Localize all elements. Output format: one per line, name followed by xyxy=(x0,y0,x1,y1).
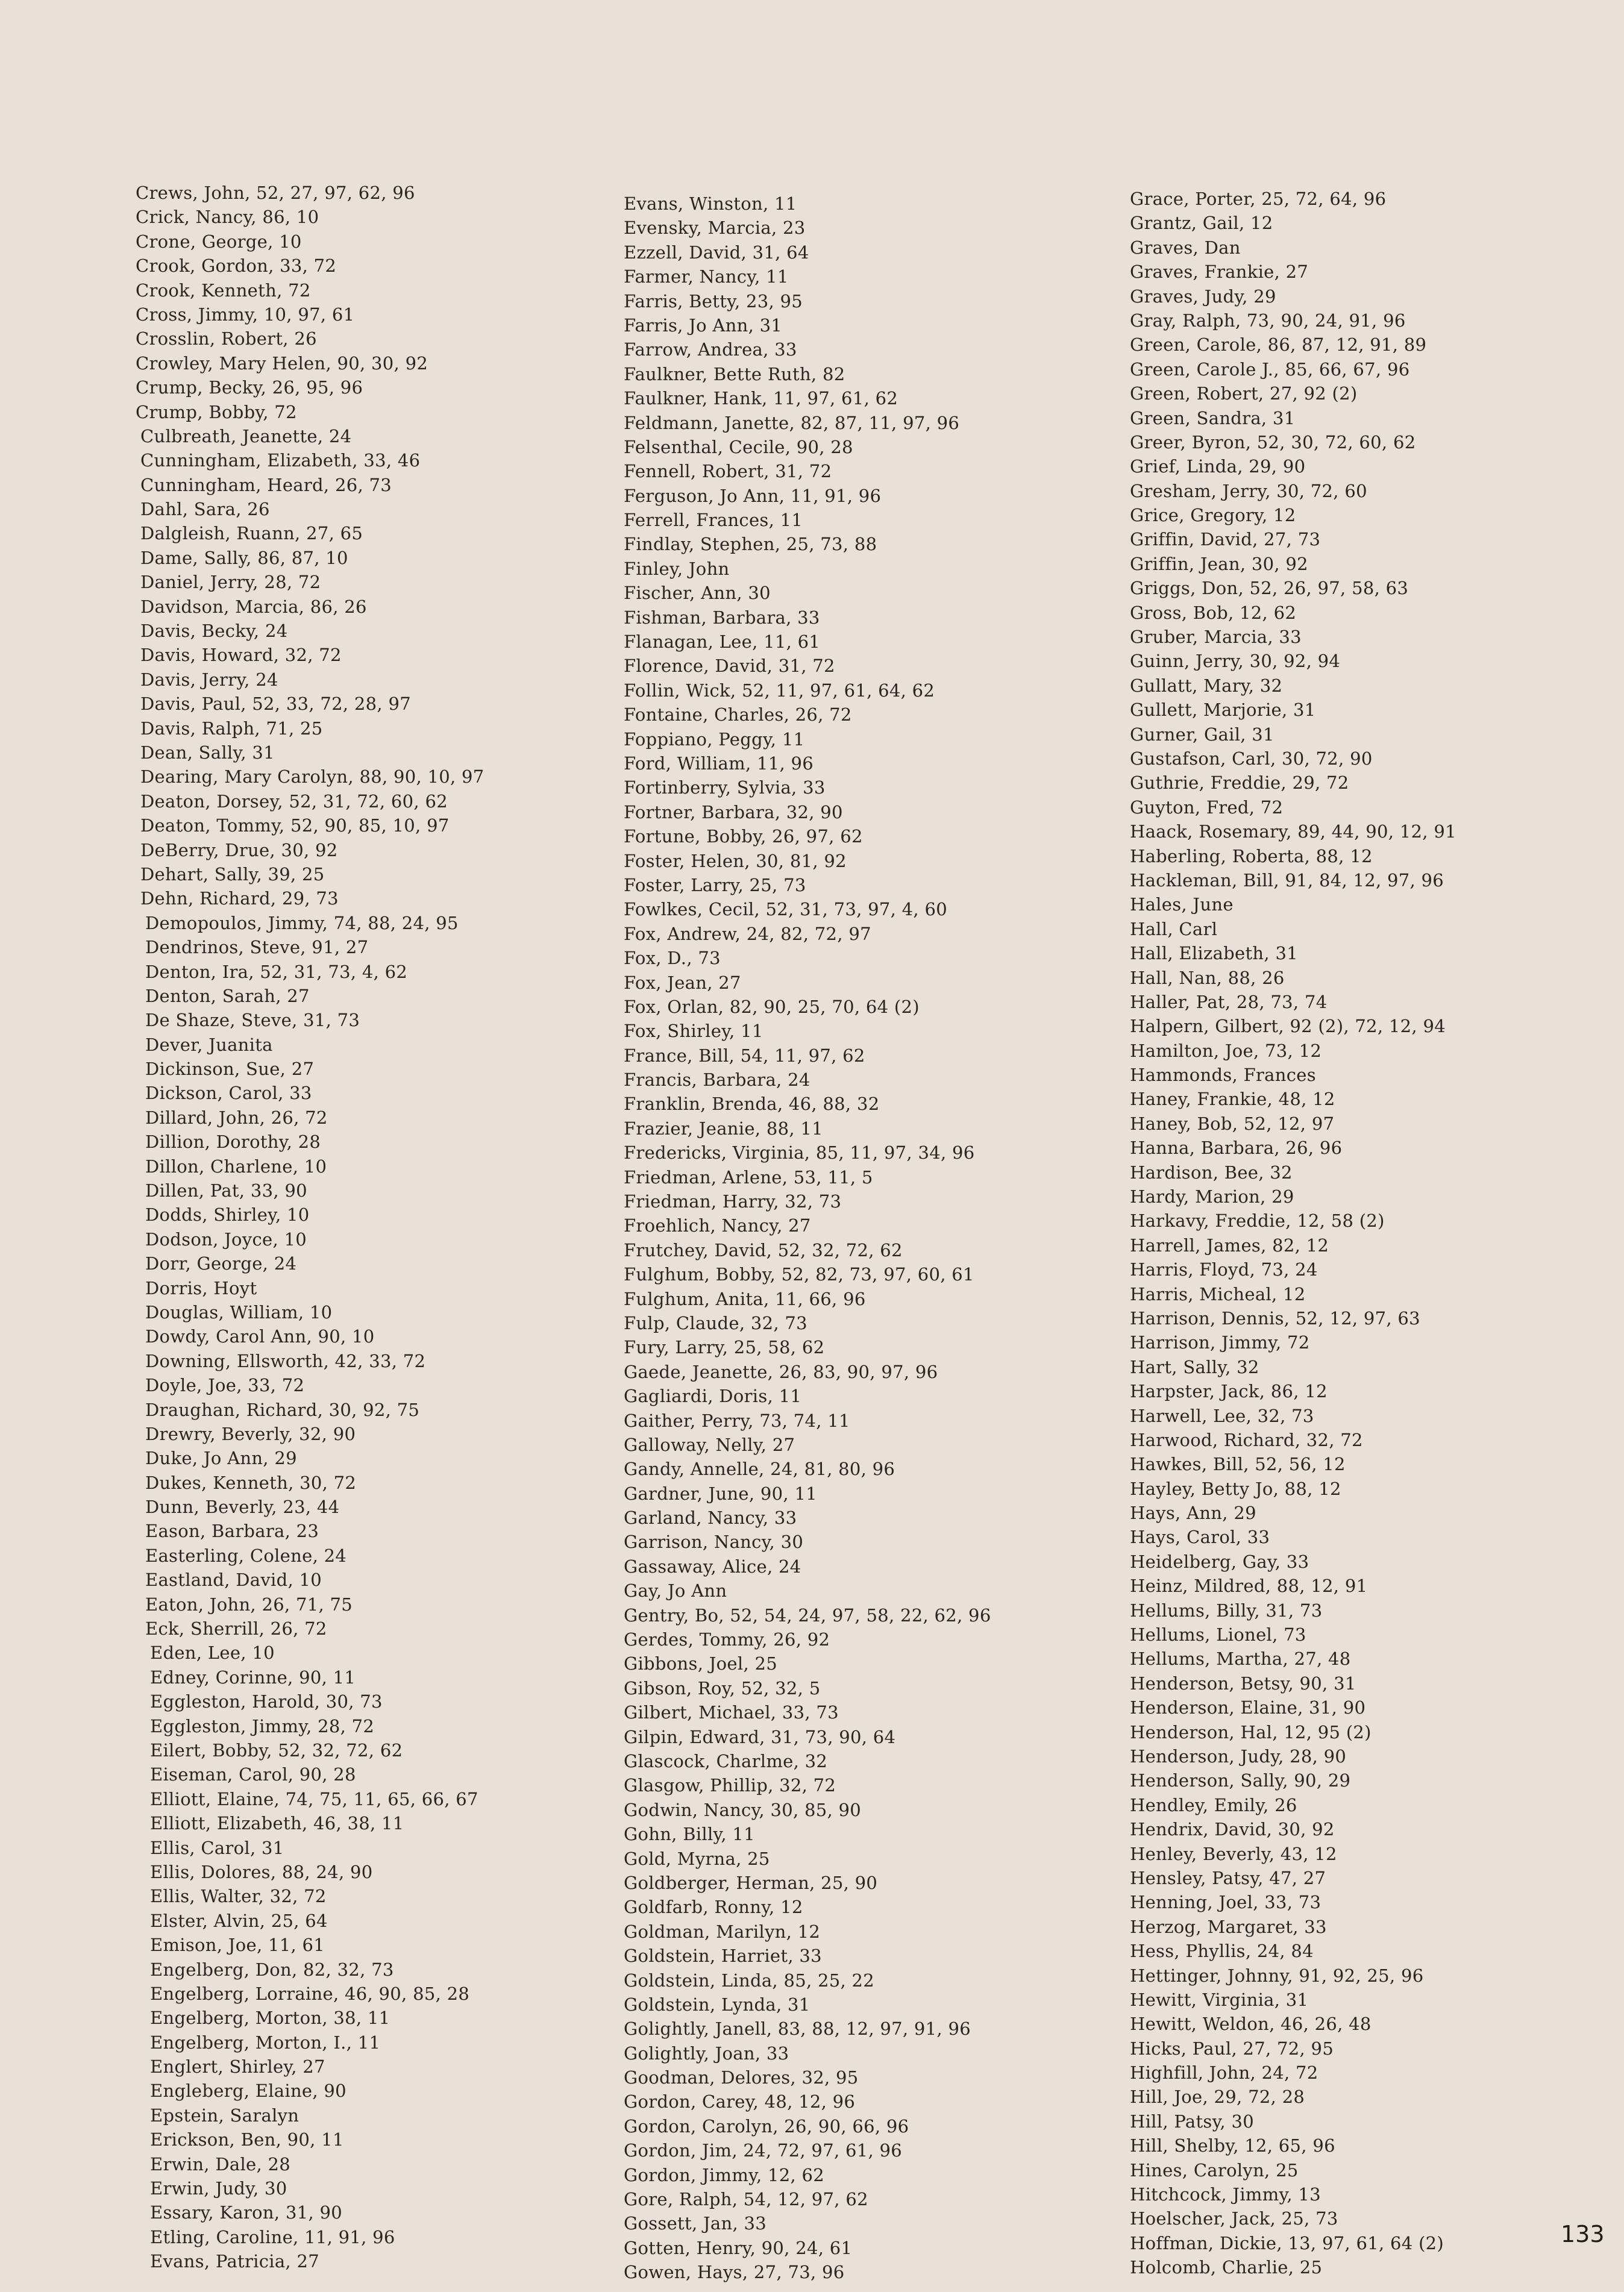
index-entry: Hart, Sally, 32 xyxy=(1130,1356,1259,1377)
index-entry: Davis, Howard, 32, 72 xyxy=(140,645,342,666)
index-entry: Dickson, Carol, 33 xyxy=(145,1083,312,1104)
index-entry: Fowlkes, Cecil, 52, 31, 73, 97, 4, 60 xyxy=(624,899,947,920)
index-entry: Dehart, Sally, 39, 25 xyxy=(140,863,325,885)
index-entry: Hendley, Emily, 26 xyxy=(1130,1794,1297,1815)
index-entry: Hendrix, David, 30, 92 xyxy=(1130,1819,1335,1840)
index-entry: Henley, Beverly, 43, 12 xyxy=(1130,1843,1337,1864)
index-entry: Gassaway, Alice, 24 xyxy=(624,1556,801,1577)
index-entry: Harris, Floyd, 73, 24 xyxy=(1130,1259,1318,1280)
index-entry: Englert, Shirley, 27 xyxy=(150,2056,325,2078)
index-entry: Eilert, Bobby, 52, 32, 72, 62 xyxy=(150,1740,403,1761)
index-entry: Graves, Judy, 29 xyxy=(1130,286,1276,307)
index-entry: Gross, Bob, 12, 62 xyxy=(1130,602,1297,623)
index-entry: Gagliardi, Doris, 11 xyxy=(624,1386,802,1407)
index-entry: Hellums, Martha, 27, 48 xyxy=(1130,1649,1351,1670)
index-entry: Herzog, Margaret, 33 xyxy=(1130,1916,1327,1937)
index-entry: Feldmann, Janette, 82, 87, 11, 97, 96 xyxy=(624,412,960,433)
index-column-2 xyxy=(624,192,991,2285)
index-entry: Gullett, Marjorie, 31 xyxy=(1130,700,1316,721)
index-entry: Griffin, David, 27, 73 xyxy=(1130,529,1321,550)
index-entry: Gowen, Hays, 27, 73, 96 xyxy=(624,2262,845,2283)
index-entry: Henderson, Elaine, 31, 90 xyxy=(1130,1697,1366,1718)
index-entry: Fox, Andrew, 24, 82, 72, 97 xyxy=(624,923,871,944)
index-entry: Goodman, Delores, 32, 95 xyxy=(624,2067,859,2088)
index-entry: Green, Sandra, 31 xyxy=(1130,407,1296,428)
index-entry: Gandy, Annelle, 24, 81, 80, 96 xyxy=(624,1459,895,1480)
index-entry: Fredericks, Virginia, 85, 11, 97, 34, 96 xyxy=(624,1142,975,1163)
index-entry: Golightly, Janell, 83, 88, 12, 97, 91, 96 xyxy=(624,2018,971,2040)
index-entry: Findlay, Stephen, 25, 73, 88 xyxy=(624,534,877,555)
index-entry: Fox, Shirley, 11 xyxy=(624,1021,763,1042)
index-entry: Duke, Jo Ann, 29 xyxy=(145,1448,297,1469)
index-entry: Hamilton, Joe, 73, 12 xyxy=(1130,1040,1322,1061)
index-entry: Harwood, Richard, 32, 72 xyxy=(1130,1429,1363,1450)
index-entry: Gerdes, Tommy, 26, 92 xyxy=(624,1629,830,1650)
index-entry: Haller, Pat, 28, 73, 74 xyxy=(1130,991,1328,1012)
index-entry: Dodson, Joyce, 10 xyxy=(145,1229,307,1250)
index-entry: Hoelscher, Jack, 25, 73 xyxy=(1130,2208,1338,2229)
index-entry: Farrow, Andrea, 33 xyxy=(624,339,797,360)
index-entry: Faulkner, Bette Ruth, 82 xyxy=(624,363,845,384)
index-entry: Davis, Paul, 52, 33, 72, 28, 97 xyxy=(140,694,411,715)
index-entry: Dunn, Beverly, 23, 44 xyxy=(145,1497,340,1518)
index-entry: Goldman, Marilyn, 12 xyxy=(624,1921,821,1942)
index-entry: Hanna, Barbara, 26, 96 xyxy=(1130,1138,1343,1159)
index-entry: Davis, Jerry, 24 xyxy=(140,669,278,690)
index-entry: Erwin, Judy, 30 xyxy=(150,2178,287,2199)
index-entry: Ford, William, 11, 96 xyxy=(624,753,814,774)
index-entry: Gordon, Jim, 24, 72, 97, 61, 96 xyxy=(624,2140,903,2161)
index-entry: Hettinger, Johnny, 91, 92, 25, 96 xyxy=(1130,1965,1424,1986)
index-entry: Garrison, Nancy, 30 xyxy=(624,1532,804,1553)
index-entry: Dowdy, Carol Ann, 90, 10 xyxy=(145,1326,375,1347)
index-entry: Henning, Joel, 33, 73 xyxy=(1130,1892,1321,1913)
index-entry: Emison, Joe, 11, 61 xyxy=(150,1935,325,1956)
index-entry: Friedman, Harry, 32, 73 xyxy=(624,1191,842,1212)
index-entry: Essary, Karon, 31, 90 xyxy=(150,2202,342,2223)
index-entry: Dean, Sally, 31 xyxy=(140,742,275,763)
index-entry: Frutchey, David, 52, 32, 72, 62 xyxy=(624,1239,903,1260)
index-entry: Daniel, Jerry, 28, 72 xyxy=(140,572,321,593)
index-entry: Goldfarb, Ronny, 12 xyxy=(624,1897,803,1918)
index-column-3 xyxy=(1130,187,1456,2280)
index-entry: Gordon, Carey, 48, 12, 96 xyxy=(624,2091,856,2112)
index-entry: Ellis, Dolores, 88, 24, 90 xyxy=(150,1861,373,1882)
index-entry: Hill, Joe, 29, 72, 28 xyxy=(1130,2087,1305,2108)
index-entry: Hales, June xyxy=(1130,894,1234,915)
index-entry: Culbreath, Jeanette, 24 xyxy=(140,425,352,446)
index-entry: Haney, Frankie, 48, 12 xyxy=(1130,1089,1335,1110)
index-entry: Foster, Larry, 25, 73 xyxy=(624,874,806,895)
index-entry: Dillard, John, 26, 72 xyxy=(145,1107,328,1128)
index-entry: Hardison, Bee, 32 xyxy=(1130,1162,1293,1183)
index-entry: Dehn, Richard, 29, 73 xyxy=(140,888,339,909)
index-entry: Gray, Ralph, 73, 90, 24, 91, 96 xyxy=(1130,310,1406,331)
index-entry: Doyle, Joe, 33, 72 xyxy=(145,1375,305,1396)
index-entry: Fulghum, Bobby, 52, 82, 73, 97, 60, 61 xyxy=(624,1264,974,1285)
index-entry: Eaton, John, 26, 71, 75 xyxy=(145,1594,353,1615)
index-entry: Crump, Becky, 26, 95, 96 xyxy=(136,377,363,398)
index-entry: Henderson, Judy, 28, 90 xyxy=(1130,1746,1347,1767)
index-entry: Gossett, Jan, 33 xyxy=(624,2213,767,2234)
index-entry: Gilbert, Michael, 33, 73 xyxy=(624,1702,839,1723)
index-entry: Cross, Jimmy, 10, 97, 61 xyxy=(136,304,355,325)
index-entry: Crump, Bobby, 72 xyxy=(136,401,297,422)
index-entry: Gentry, Bo, 52, 54, 24, 97, 58, 22, 62, 96 xyxy=(624,1605,991,1626)
index-entry: Gustafson, Carl, 30, 72, 90 xyxy=(1130,748,1373,769)
index-entry: Drewry, Beverly, 32, 90 xyxy=(145,1423,356,1444)
index-entry: Erwin, Dale, 28 xyxy=(150,2153,291,2175)
index-entry: Gohn, Billy, 11 xyxy=(624,1824,755,1845)
index-entry: Gaither, Perry, 73, 74, 11 xyxy=(624,1410,850,1431)
index-entry: Farris, Betty, 23, 95 xyxy=(624,290,803,312)
index-entry: Harris, Micheal, 12 xyxy=(1130,1283,1306,1304)
index-entry: Elliott, Elaine, 74, 75, 11, 65, 66, 67 xyxy=(150,1788,478,1809)
index-entry: Dillen, Pat, 33, 90 xyxy=(145,1180,307,1201)
index-entry: Engelberg, Morton, 38, 11 xyxy=(150,2008,390,2029)
index-entry: Grantz, Gail, 12 xyxy=(1130,213,1273,234)
index-entry: Hewitt, Weldon, 46, 26, 48 xyxy=(1130,2014,1372,2035)
index-entry: Fishman, Barbara, 33 xyxy=(624,607,820,628)
index-entry: Hess, Phyllis, 24, 84 xyxy=(1130,1941,1314,1962)
index-entry: Harkavy, Freddie, 12, 58 (2) xyxy=(1130,1210,1385,1232)
index-entry: Hays, Carol, 33 xyxy=(1130,1527,1270,1548)
index-entry: Hewitt, Virginia, 31 xyxy=(1130,1989,1309,2010)
index-entry: Hayley, Betty Jo, 88, 12 xyxy=(1130,1478,1341,1499)
index-entry: Fury, Larry, 25, 58, 62 xyxy=(624,1337,825,1358)
index-entry: Hall, Elizabeth, 31 xyxy=(1130,943,1298,964)
index-entry: Harrison, Dennis, 52, 12, 97, 63 xyxy=(1130,1307,1420,1329)
index-entry: Easterling, Colene, 24 xyxy=(145,1545,347,1566)
index-entry: Griffin, Jean, 30, 92 xyxy=(1130,553,1308,574)
index-entry: Davis, Becky, 24 xyxy=(140,621,288,642)
index-entry: Gaede, Jeanette, 26, 83, 90, 97, 96 xyxy=(624,1361,938,1382)
page-number: 133 xyxy=(1561,2221,1605,2247)
index-entry: Evans, Winston, 11 xyxy=(624,193,797,214)
index-entry: Gibson, Roy, 52, 32, 5 xyxy=(624,1677,821,1699)
index-entry: Glasgow, Phillip, 32, 72 xyxy=(624,1775,836,1796)
index-entry: Fortner, Barbara, 32, 90 xyxy=(624,801,843,822)
index-entry: Faulkner, Hank, 11, 97, 61, 62 xyxy=(624,388,898,409)
index-entry: Florence, David, 31, 72 xyxy=(624,656,835,677)
index-entry: Haack, Rosemary, 89, 44, 90, 12, 91 xyxy=(1130,821,1456,842)
index-entry: Elliott, Elizabeth, 46, 38, 11 xyxy=(150,1813,404,1834)
index-entry: Dendrinos, Steve, 91, 27 xyxy=(145,937,369,958)
index-entry: Eiseman, Carol, 90, 28 xyxy=(150,1764,356,1785)
index-entry: Ellis, Carol, 31 xyxy=(150,1837,284,1858)
index-entry: Erickson, Ben, 90, 11 xyxy=(150,2129,344,2150)
index-entry: Fennell, Robert, 31, 72 xyxy=(624,461,832,482)
index-entry: Fulp, Claude, 32, 73 xyxy=(624,1312,807,1333)
index-entry: Harpster, Jack, 86, 12 xyxy=(1130,1381,1328,1402)
index-entry: Eggleston, Harold, 30, 73 xyxy=(150,1691,383,1712)
index-entry: Deaton, Dorsey, 52, 31, 72, 60, 62 xyxy=(140,791,448,812)
index-entry: Crook, Gordon, 33, 72 xyxy=(136,255,337,277)
index-entry: Grice, Gregory, 12 xyxy=(1130,505,1296,526)
index-entry: Eden, Lee, 10 xyxy=(150,1642,275,1664)
index-entry: Dalgleish, Ruann, 27, 65 xyxy=(140,523,363,544)
index-entry: Farmer, Nancy, 11 xyxy=(624,266,789,287)
index-entry: Eastland, David, 10 xyxy=(145,1570,322,1591)
index-entry: Hardy, Marion, 29 xyxy=(1130,1186,1294,1207)
index-entry: Downing, Ellsworth, 42, 33, 72 xyxy=(145,1350,426,1371)
index-entry: Epstein, Saralyn xyxy=(150,2105,299,2126)
index-entry: Demopoulos, Jimmy, 74, 88, 24, 95 xyxy=(145,912,459,933)
index-entry: Gold, Myrna, 25 xyxy=(624,1848,770,1869)
index-entry: Graves, Dan xyxy=(1130,237,1241,258)
index-entry: Gotten, Henry, 90, 24, 61 xyxy=(624,2237,853,2258)
index-entry: Etling, Caroline, 11, 91, 96 xyxy=(150,2226,395,2247)
index-entry: Evans, Patricia, 27 xyxy=(150,2251,319,2272)
index-entry: Henderson, Hal, 12, 95 (2) xyxy=(1130,1721,1372,1742)
index-entry: Green, Carole, 86, 87, 12, 91, 89 xyxy=(1130,334,1427,355)
index-entry: France, Bill, 54, 11, 97, 62 xyxy=(624,1045,865,1066)
index-entry: Crosslin, Robert, 26 xyxy=(136,328,317,349)
index-entry: Garland, Nancy, 33 xyxy=(624,1508,797,1529)
index-entry: Gordon, Carolyn, 26, 90, 66, 96 xyxy=(624,2115,909,2137)
index-entry: Hines, Carolyn, 25 xyxy=(1130,2159,1299,2181)
index-entry: Frazier, Jeanie, 88, 11 xyxy=(624,1118,823,1139)
index-entry: Draughan, Richard, 30, 92, 75 xyxy=(145,1399,420,1420)
index-entry: Godwin, Nancy, 30, 85, 90 xyxy=(624,1799,862,1820)
index-entry: Evensky, Marcia, 23 xyxy=(624,218,806,239)
index-entry: Guyton, Fred, 72 xyxy=(1130,797,1284,818)
index-entry: Davis, Ralph, 71, 25 xyxy=(140,718,323,739)
index-entry: Davidson, Marcia, 86, 26 xyxy=(140,596,367,617)
index-entry: Goldstein, Harriet, 33 xyxy=(624,1946,822,1967)
index-entry: Eason, Barbara, 23 xyxy=(145,1521,319,1542)
index-entry: Hellums, Lionel, 73 xyxy=(1130,1624,1306,1645)
index-entry: Harwell, Lee, 32, 73 xyxy=(1130,1405,1314,1426)
index-entry: Galloway, Nelly, 27 xyxy=(624,1434,795,1455)
index-entry: Dame, Sally, 86, 87, 10 xyxy=(140,547,348,568)
index-entry: Engleberg, Elaine, 90 xyxy=(150,2081,346,2102)
index-entry: Gay, Jo Ann xyxy=(624,1580,727,1602)
index-entry: Eggleston, Jimmy, 28, 72 xyxy=(150,1715,375,1736)
index-entry: Hackleman, Bill, 91, 84, 12, 97, 96 xyxy=(1130,869,1444,891)
index-entry: Harrison, Jimmy, 72 xyxy=(1130,1332,1310,1353)
index-entry: Dearing, Mary Carolyn, 88, 90, 10, 97 xyxy=(140,766,484,787)
index-entry: De Shaze, Steve, 31, 73 xyxy=(145,1010,360,1031)
index-entry: Hoffman, Dickie, 13, 97, 61, 64 (2) xyxy=(1130,2232,1444,2253)
index-entry: Fulghum, Anita, 11, 66, 96 xyxy=(624,1288,866,1309)
index-entry: Gilpin, Edward, 31, 73, 90, 64 xyxy=(624,1726,896,1747)
index-entry: Hall, Nan, 88, 26 xyxy=(1130,967,1285,988)
index-entry: Eck, Sherrill, 26, 72 xyxy=(145,1618,327,1639)
index-entry: Farris, Jo Ann, 31 xyxy=(624,315,783,336)
index-entry: Ezzell, David, 31, 64 xyxy=(624,242,809,263)
index-entry: Foppiano, Peggy, 11 xyxy=(624,728,805,750)
index-entry: Hill, Patsy, 30 xyxy=(1130,2111,1254,2132)
index-entry: Henderson, Sally, 90, 29 xyxy=(1130,1770,1351,1791)
index-entry: Flanagan, Lee, 11, 61 xyxy=(624,631,821,653)
index-entry: Heinz, Mildred, 88, 12, 91 xyxy=(1130,1576,1368,1597)
index-entry: Hitchcock, Jimmy, 13 xyxy=(1130,2184,1321,2205)
index-entry: Crews, John, 52, 27, 97, 62, 96 xyxy=(136,183,415,203)
index-entry: Hill, Shelby, 12, 65, 96 xyxy=(1130,2135,1335,2156)
index-entry: Glascock, Charlme, 32 xyxy=(624,1751,828,1771)
index-entry: Harrell, James, 82, 12 xyxy=(1130,1235,1329,1256)
index-entry: Grace, Porter, 25, 72, 64, 96 xyxy=(1130,189,1387,209)
index-entry: Holcomb, Charlie, 25 xyxy=(1130,2257,1323,2278)
index-entry: Gullatt, Mary, 32 xyxy=(1130,675,1283,696)
index-entry: Ellis, Walter, 32, 72 xyxy=(150,1886,327,1907)
index-entry: Crick, Nancy, 86, 10 xyxy=(136,207,319,228)
index-entry: Gruber, Marcia, 33 xyxy=(1130,627,1302,648)
index-entry: Gresham, Jerry, 30, 72, 60 xyxy=(1130,480,1367,501)
index-entry: Dickinson, Sue, 27 xyxy=(145,1059,315,1080)
index-entry: Edney, Corinne, 90, 11 xyxy=(150,1667,356,1688)
index-entry: DeBerry, Drue, 30, 92 xyxy=(140,839,338,860)
index-entry: Cunningham, Heard, 26, 73 xyxy=(140,474,392,495)
index-entry: Gore, Ralph, 54, 12, 97, 62 xyxy=(624,2189,868,2210)
index-entry: Fox, Jean, 27 xyxy=(624,972,741,993)
index-entry: Follin, Wick, 52, 11, 97, 61, 64, 62 xyxy=(624,680,935,701)
index-entry: Grief, Linda, 29, 90 xyxy=(1130,456,1306,477)
index-entry: Goldstein, Linda, 85, 25, 22 xyxy=(624,1970,875,1991)
index-entry: Goldstein, Lynda, 31 xyxy=(624,1994,810,2015)
index-entry: Halpern, Gilbert, 92 (2), 72, 12, 94 xyxy=(1130,1016,1446,1037)
index-entry: Francis, Barbara, 24 xyxy=(624,1069,810,1091)
index-entry: Heidelberg, Gay, 33 xyxy=(1130,1551,1309,1572)
index-entry: Friedman, Arlene, 53, 11, 5 xyxy=(624,1166,873,1188)
index-entry: Franklin, Brenda, 46, 88, 32 xyxy=(624,1094,880,1115)
index-entry: Fortune, Bobby, 26, 97, 62 xyxy=(624,826,863,847)
index-entry: Hensley, Patsy, 47, 27 xyxy=(1130,1867,1326,1888)
index-entry: Denton, Sarah, 27 xyxy=(145,985,310,1006)
index-entry: Dever, Juanita xyxy=(145,1034,273,1055)
index-entry: Ferguson, Jo Ann, 11, 91, 96 xyxy=(624,485,882,506)
index-entry: Gardner, June, 90, 11 xyxy=(624,1483,817,1504)
index-entry: Haberling, Roberta, 88, 12 xyxy=(1130,845,1373,866)
index-entry: Greer, Byron, 52, 30, 72, 60, 62 xyxy=(1130,431,1416,452)
index-entry: Hicks, Paul, 27, 72, 95 xyxy=(1130,2038,1334,2059)
index-entry: Douglas, William, 10 xyxy=(145,1301,333,1323)
index-entry: Engelberg, Lorraine, 46, 90, 85, 28 xyxy=(150,1983,470,2004)
index-entry: Gurner, Gail, 31 xyxy=(1130,724,1274,745)
index-entry: Dorris, Hoyt xyxy=(145,1277,257,1298)
index-entry: Deaton, Tommy, 52, 90, 85, 10, 97 xyxy=(140,815,450,836)
index-entry: Dillon, Charlene, 10 xyxy=(145,1156,327,1177)
index-entry: Foster, Helen, 30, 81, 92 xyxy=(624,850,847,871)
index-entry: Engelberg, Don, 82, 32, 73 xyxy=(150,1959,394,1980)
index-entry: Froehlich, Nancy, 27 xyxy=(624,1215,811,1236)
index-entry: Hellums, Billy, 31, 73 xyxy=(1130,1600,1323,1621)
index-entry: Henderson, Betsy, 90, 31 xyxy=(1130,1673,1356,1694)
index-entry: Elster, Alvin, 25, 64 xyxy=(150,1910,328,1931)
index-entry: Dahl, Sara, 26 xyxy=(140,499,270,520)
index-column-1 xyxy=(136,181,484,2274)
index-entry: Griggs, Don, 52, 26, 97, 58, 63 xyxy=(1130,578,1409,599)
index-entry: Hammonds, Frances xyxy=(1130,1065,1316,1086)
index-entry: Guthrie, Freddie, 29, 72 xyxy=(1130,772,1349,794)
index-entry: Guinn, Jerry, 30, 92, 94 xyxy=(1130,651,1341,672)
index-entry: Dodds, Shirley, 10 xyxy=(145,1204,310,1226)
index-entry: Hays, Ann, 29 xyxy=(1130,1503,1256,1524)
index-entry: Denton, Ira, 52, 31, 73, 4, 62 xyxy=(145,961,408,982)
index-entry: Engelberg, Morton, I., 11 xyxy=(150,2032,381,2053)
index-entry: Dillion, Dorothy, 28 xyxy=(145,1132,321,1153)
index-entry: Graves, Frankie, 27 xyxy=(1130,261,1309,283)
index-entry: Highfill, John, 24, 72 xyxy=(1130,2062,1318,2084)
index-entry: Hawkes, Bill, 52, 56, 12 xyxy=(1130,1454,1346,1475)
index-entry: Gibbons, Joel, 25 xyxy=(624,1653,777,1674)
index-entry: Crone, George, 10 xyxy=(136,231,302,252)
index-entry: Ferrell, Frances, 11 xyxy=(624,510,803,531)
index-entry: Fontaine, Charles, 26, 72 xyxy=(624,704,852,725)
index-entry: Fox, D., 73 xyxy=(624,948,721,969)
index-entry: Fortinberry, Sylvia, 33 xyxy=(624,777,826,798)
index-entry: Dorr, George, 24 xyxy=(145,1253,297,1274)
index-entry: Cunningham, Elizabeth, 33, 46 xyxy=(140,450,421,471)
index-entry: Hall, Carl xyxy=(1130,918,1218,939)
index-entry: Crowley, Mary Helen, 90, 30, 92 xyxy=(136,352,428,374)
index-entry: Felsenthal, Cecile, 90, 28 xyxy=(624,436,853,457)
index-entry: Goldberger, Herman, 25, 90 xyxy=(624,1872,878,1893)
index-entry: Haney, Bob, 52, 12, 97 xyxy=(1130,1113,1335,1134)
index-entry: Dukes, Kenneth, 30, 72 xyxy=(145,1472,357,1493)
index-entry: Fox, Orlan, 82, 90, 25, 70, 64 (2) xyxy=(624,996,920,1017)
index-entry: Gordon, Jimmy, 12, 62 xyxy=(624,2164,825,2185)
index-entry: Green, Robert, 27, 92 (2) xyxy=(1130,383,1358,404)
index-entry: Finley, John xyxy=(624,558,730,579)
index-entry: Fischer, Ann, 30 xyxy=(624,583,771,604)
index-entry: Golightly, Joan, 33 xyxy=(624,2043,789,2064)
index-entry: Green, Carole J., 85, 66, 67, 96 xyxy=(1130,359,1410,380)
index-entry: Crook, Kenneth, 72 xyxy=(136,280,311,301)
